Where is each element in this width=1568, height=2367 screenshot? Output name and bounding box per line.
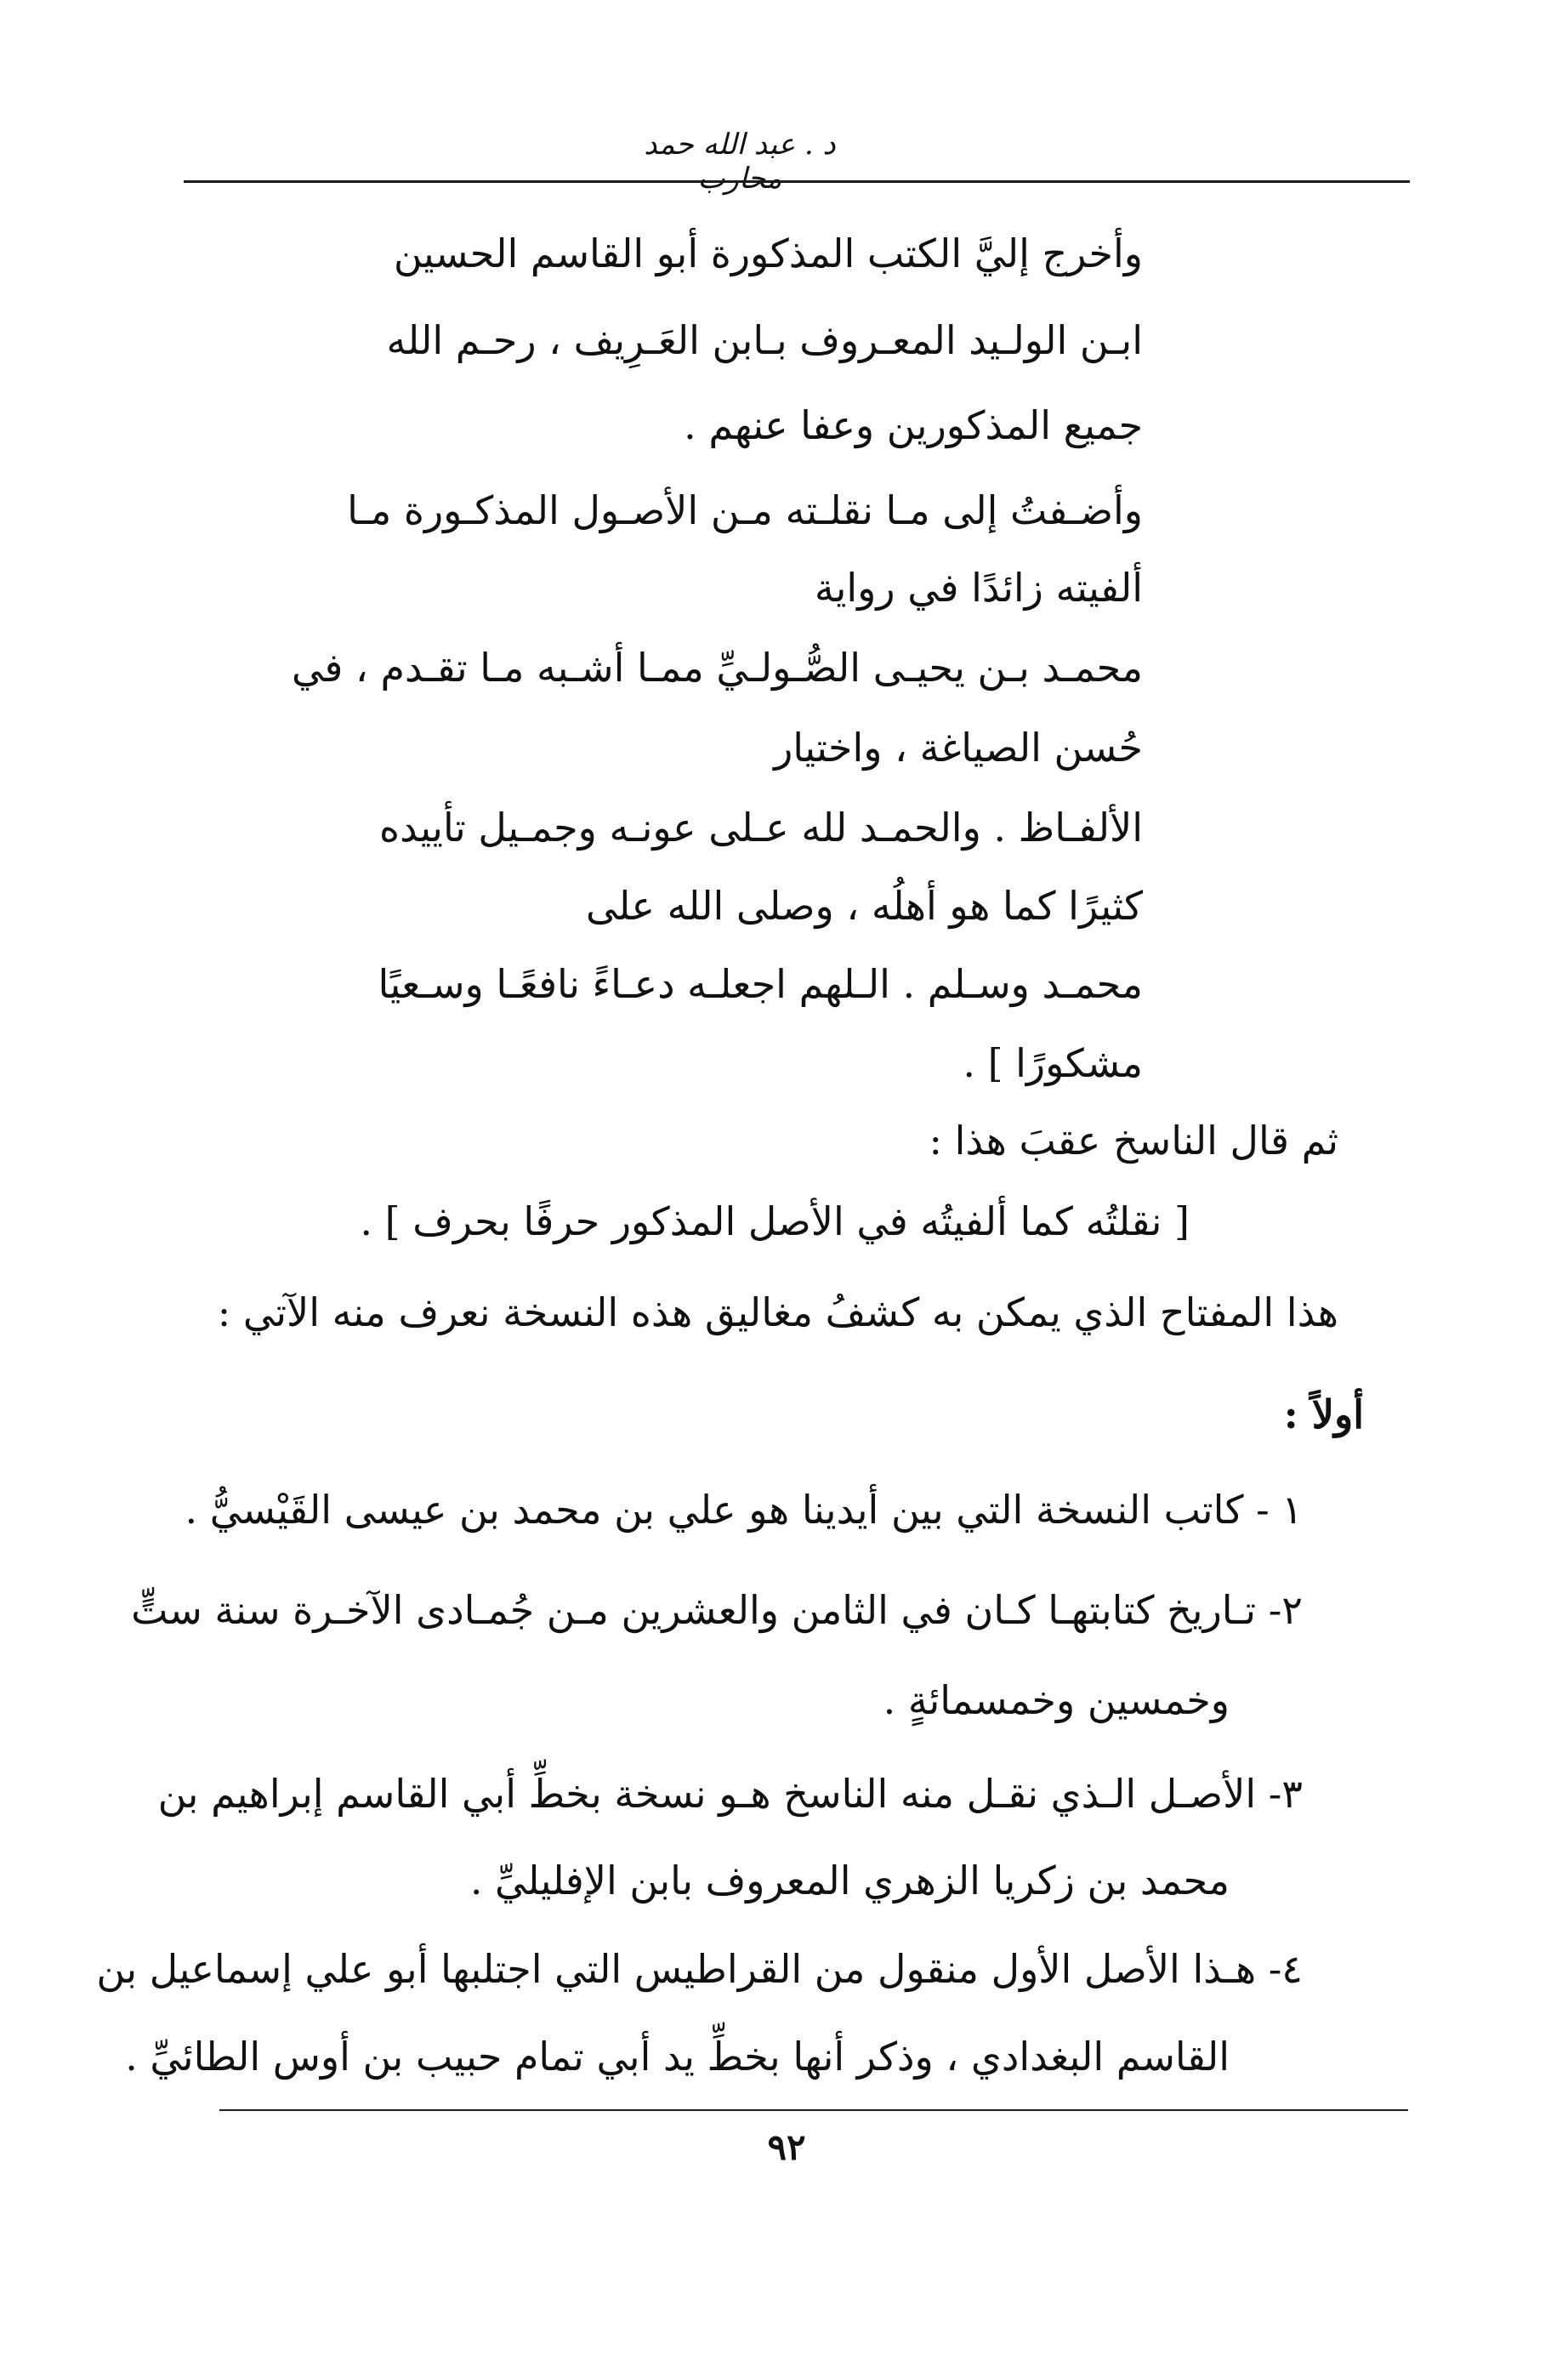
- quote-line-10: محمـد وسـلم . الـلهم اجعلـه دعـاءً نافعًـا وسـعيًا: [378, 961, 1143, 1007]
- quote-line-2: ابـن الولـيد المعـروف بـابن العَـرِيف ، رحـم الله: [386, 317, 1143, 363]
- quote-line-9: كثيرًا كما هو أهلُه ، وصلى الله على: [585, 883, 1143, 929]
- quote-line-6: محمـد بـن يحيـى الصُّـولـيِّ ممـا أشـبه مـا تقـدم ، في: [292, 645, 1143, 691]
- list-item-3: ٣- الأصـل الـذي نقـل منه الناسخ هـو نسخة بخطِّ أبي القاسم إبراهيم بن: [157, 1771, 1303, 1817]
- first-heading: أولاً :: [1283, 1391, 1364, 1437]
- quote-line-11: مشكورًا ] .: [963, 1040, 1143, 1086]
- quote-line-3: جميع المذكورين وعفا عنهم .: [684, 402, 1143, 448]
- list-item-2-continuation: وخمسين وخمسمائةٍ .: [883, 1677, 1230, 1723]
- quote-line-5: ألفيته زائدًا في رواية: [814, 565, 1143, 611]
- list-item-2: ٢- تـاريخ كتابتهـا كـان في الثامن والعشرين مـن جُمـادى الآخـرة سنة ستٍّ: [131, 1587, 1303, 1633]
- quote-line-1: وأخرج إليَّ الكتب المذكورة أبو القاسم الحسين: [393, 230, 1143, 276]
- running-header-author: د . عبد الله حمد محارب: [644, 128, 836, 196]
- key-sentence: هذا المفتاح الذي يمكن به كشفُ مغاليق هذه النسخة نعرف منه الآتي :: [217, 1289, 1338, 1335]
- quote-line-4: وأضـفتُ إلى مـا نقلـته مـن الأصـول المذكـورة مـا: [347, 487, 1143, 533]
- list-item-3-continuation: محمد بن زكريا الزهري المعروف بابن الإفليليِّ .: [469, 1858, 1230, 1903]
- copyist-intro: ثم قال الناسخ عقبَ هذا :: [929, 1118, 1338, 1164]
- list-item-4: ٤- هـذا الأصل الأول منقول من القراطيس التي اجتلبها أبو علي إسماعيل بن: [96, 1946, 1303, 1992]
- header-rule: [184, 180, 1410, 183]
- list-item-4-continuation: القاسم البغدادي ، وذكر أنها بخطِّ يد أبي تمام حبيب بن أوس الطائيِّ .: [125, 2034, 1230, 2080]
- list-item-1: ١ - كاتب النسخة التي بين أيدينا هو علي بن محمد بن عيسى القَيْسيُّ .: [185, 1487, 1303, 1533]
- quote-line-7: حُسن الصياغة ، واختيار: [774, 725, 1143, 771]
- footer-rule: [219, 2109, 1408, 2111]
- quote-line-8: الألفـاظ . والحمـد لله عـلى عونـه وجمـيل تأييده: [379, 805, 1143, 851]
- copyist-quote: [ نقلتُه كما ألفيتُه في الأصل المذكور حرفًا بحرف ] .: [360, 1198, 1190, 1244]
- page-number: ٩٢: [767, 2126, 806, 2168]
